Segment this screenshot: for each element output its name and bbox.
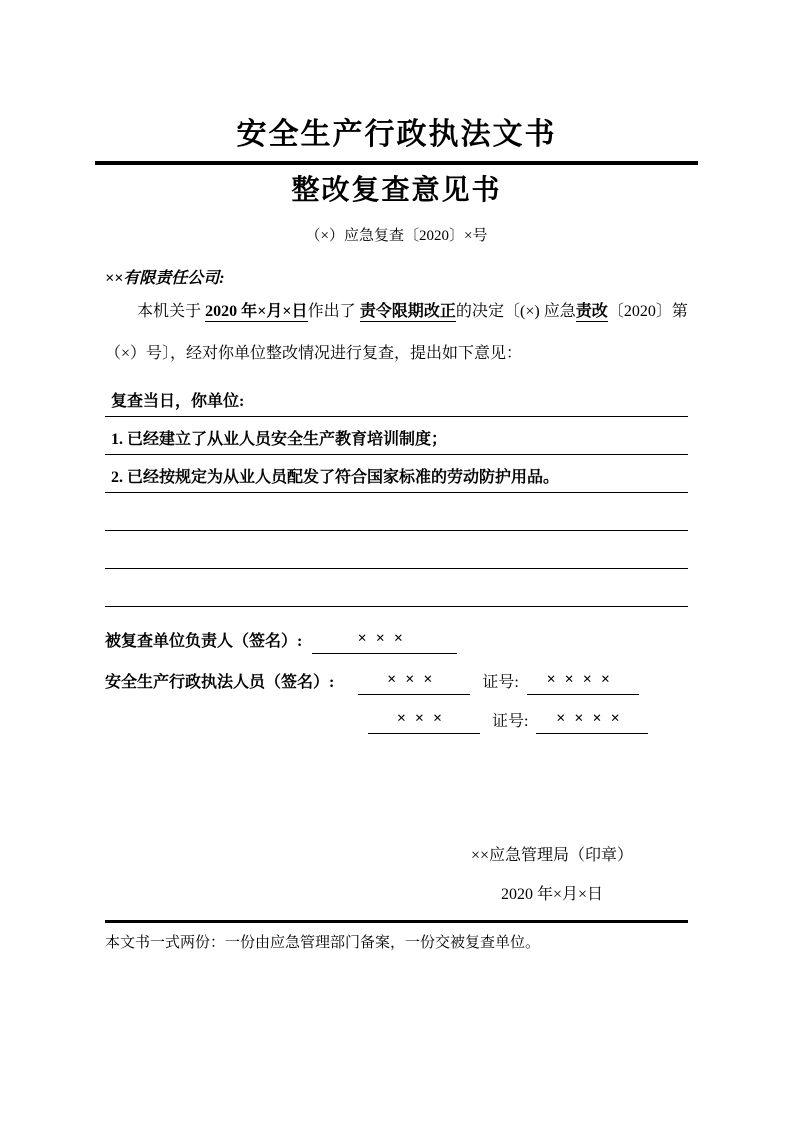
blank-line-2 [105,531,688,569]
finding-text-2: 2. 已经按规定为从业人员配发了符合国家标准的劳动防护用品。 [111,469,560,486]
enforcer-1-cert-number: ×××× [527,668,639,695]
para-text-3: 的决定〔(×) 应急 [455,303,576,320]
enforcer-signature-row-1 [105,668,688,695]
enforcer-1-cert-label: 证号: [482,674,519,691]
distribution-note: 本文书一式两份：一份由应急管理部门备案，一份交被复查单位。 [105,935,541,951]
footer-rule [105,920,688,923]
enforcer-1-name: ××× [358,668,470,695]
finding-line-1 [105,417,688,455]
issuing-agency-block [452,842,652,904]
finding-text-1: 1. 已经建立了从业人员安全生产教育培训制度； [111,431,448,448]
enforcer-signature-row-2 [105,707,688,734]
enforcer-signature-label: 安全生产行政执法人员（签名）: [105,674,335,691]
fill-in-decision-date: 2020 年×月×日 [205,303,308,320]
addressee-company: ××有限责任公司: [105,270,225,287]
body-paragraph [105,291,688,375]
enforcer-2-cert-label: 证号: [492,713,529,730]
review-intro-line [105,379,688,417]
fill-in-doc-abbrev: 责改 [575,303,608,320]
document-number: （×）应急复查〔2020〕×号 [305,228,488,244]
document-category-title: 安全生产行政执法文书 [236,118,557,151]
blank-line-3 [105,569,688,607]
issue-date: 2020 年×月×日 [500,886,604,903]
para-text-4: 〔2020〕第（×）号〕，经对你单位整改情况进行复查，提出如下意见： [105,303,688,362]
responsible-signature-row [105,627,688,654]
para-text-1: 本机关于 [137,303,206,320]
enforcer-2-name: ××× [368,707,480,734]
review-findings-section [105,379,688,607]
review-intro-text: 复查当日，你单位: [111,393,245,410]
responsible-signature-value: ××× [312,627,457,654]
para-text-2: 作出了 [307,303,360,320]
responsible-signature-label: 被复查单位负责人（签名）: [105,633,303,650]
header-rule [95,161,698,165]
finding-line-2 [105,455,688,493]
fill-in-decision-type: 责令限期改正 [359,303,456,320]
enforcer-2-cert-number: ×××× [536,707,648,734]
document-title: 整改复查意见书 [291,175,502,206]
blank-line-1 [105,493,688,531]
issuing-agency-seal-line: ××应急管理局（印章） [470,847,634,864]
